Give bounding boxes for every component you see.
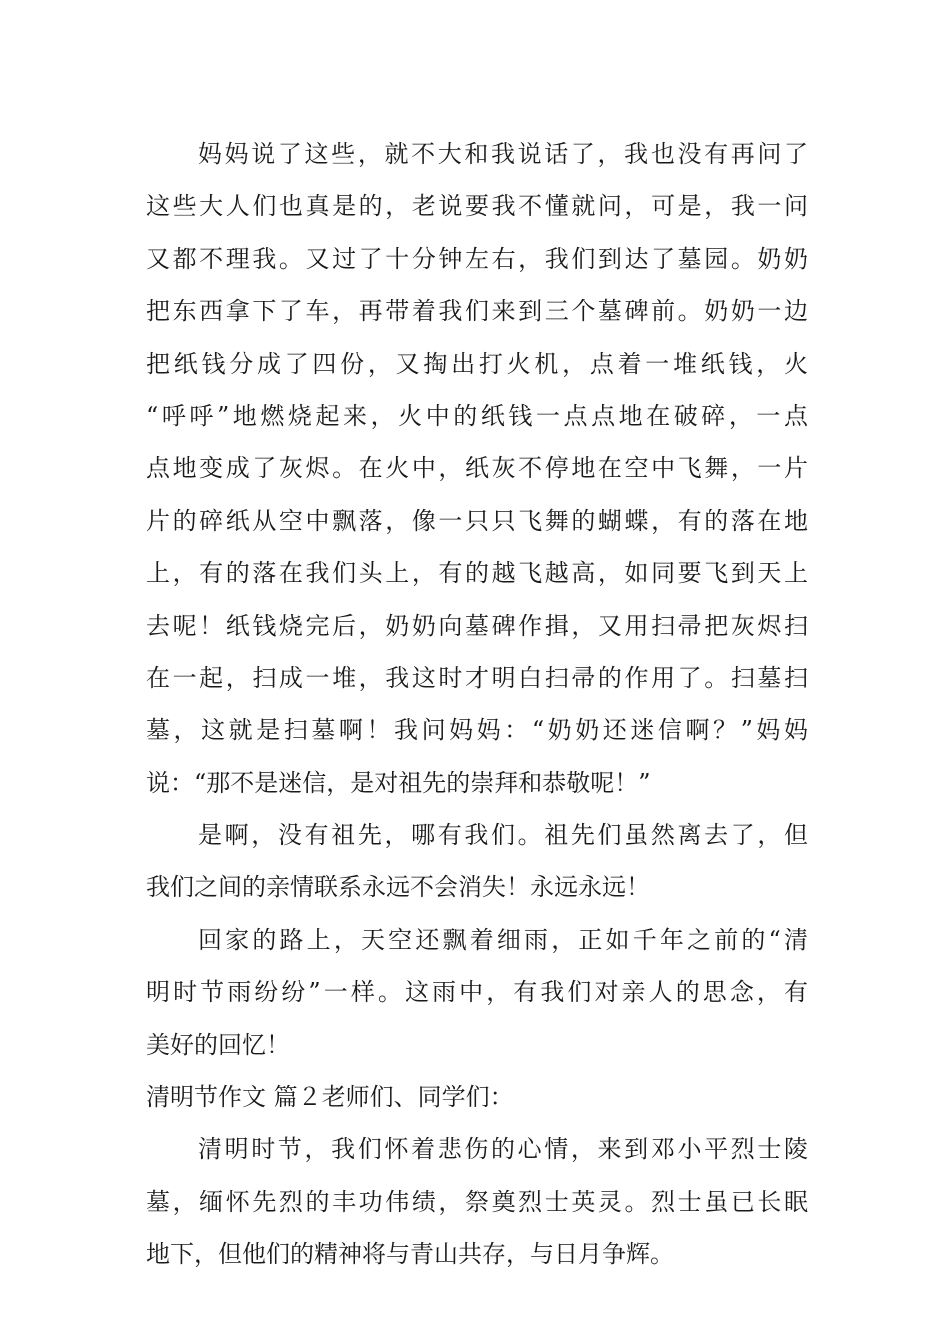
text-line: 明时节雨纷纷”一样。这雨中，有我们对亲人的思念，有 bbox=[146, 978, 808, 1007]
text-line: 墓，这就是扫墓啊！我问妈妈：“奶奶还迷信啊？”妈妈 bbox=[146, 716, 808, 745]
text-line: 我们之间的亲情联系永远不会消失！永远永远！ bbox=[146, 873, 650, 902]
section-heading bbox=[146, 1071, 808, 1123]
heading-line: 清明节作文 篇２老师们、同学们： bbox=[146, 1083, 514, 1112]
text-line: 在一起，扫成一堆，我这时才明白扫帚的作用了。扫墓扫 bbox=[146, 663, 808, 692]
document-page bbox=[146, 128, 808, 1281]
paragraph-1 bbox=[146, 128, 808, 809]
text-line: 清明时节，我们怀着悲伤的心情，来到邓小平烈士陵 bbox=[198, 1135, 808, 1164]
paragraph-2 bbox=[146, 809, 808, 914]
text-line: 是啊，没有祖先，哪有我们。祖先们虽然离去了，但 bbox=[198, 821, 808, 850]
text-line: 这些大人们也真是的，老说要我不懂就问，可是，我一问 bbox=[146, 192, 808, 221]
text-line: 说：“那不是迷信，是对祖先的崇拜和恭敬呢！” bbox=[146, 768, 651, 797]
text-line: 妈妈说了这些，就不大和我说话了，我也没有再问了 bbox=[198, 140, 808, 168]
text-line: 又都不理我。又过了十分钟左右，我们到达了墓园。奶奶 bbox=[146, 244, 808, 273]
text-line: 美好的回忆！ bbox=[146, 1030, 290, 1059]
text-line: 墓，缅怀先烈的丰功伟绩，祭奠烈士英灵。烈士虽已长眠 bbox=[146, 1187, 808, 1216]
paragraph-4 bbox=[146, 1123, 808, 1280]
paragraph-3 bbox=[146, 914, 808, 1071]
text-line: 把纸钱分成了四份，又掏出打火机，点着一堆纸钱，火 bbox=[146, 349, 808, 378]
text-line: 回家的路上，天空还飘着细雨，正如千年之前的“清 bbox=[198, 925, 808, 954]
text-line: 上，有的落在我们头上，有的越飞越高，如同要飞到天上 bbox=[146, 559, 808, 588]
text-line: 片的碎纸从空中飘落，像一只只飞舞的蝴蝶，有的落在地 bbox=[146, 506, 808, 535]
text-line: 点地变成了灰烬。在火中，纸灰不停地在空中飞舞，一片 bbox=[146, 454, 808, 483]
text-line: “呼呼”地燃烧起来，火中的纸钱一点点地在破碎，一点 bbox=[146, 401, 808, 430]
text-line: 地下，但他们的精神将与青山共存，与日月争辉。 bbox=[146, 1240, 674, 1269]
text-line: 把东西拿下了车，再带着我们来到三个墓碑前。奶奶一边 bbox=[146, 297, 808, 326]
text-line: 去呢！纸钱烧完后，奶奶向墓碑作揖，又用扫帚把灰烬扫 bbox=[146, 611, 808, 640]
